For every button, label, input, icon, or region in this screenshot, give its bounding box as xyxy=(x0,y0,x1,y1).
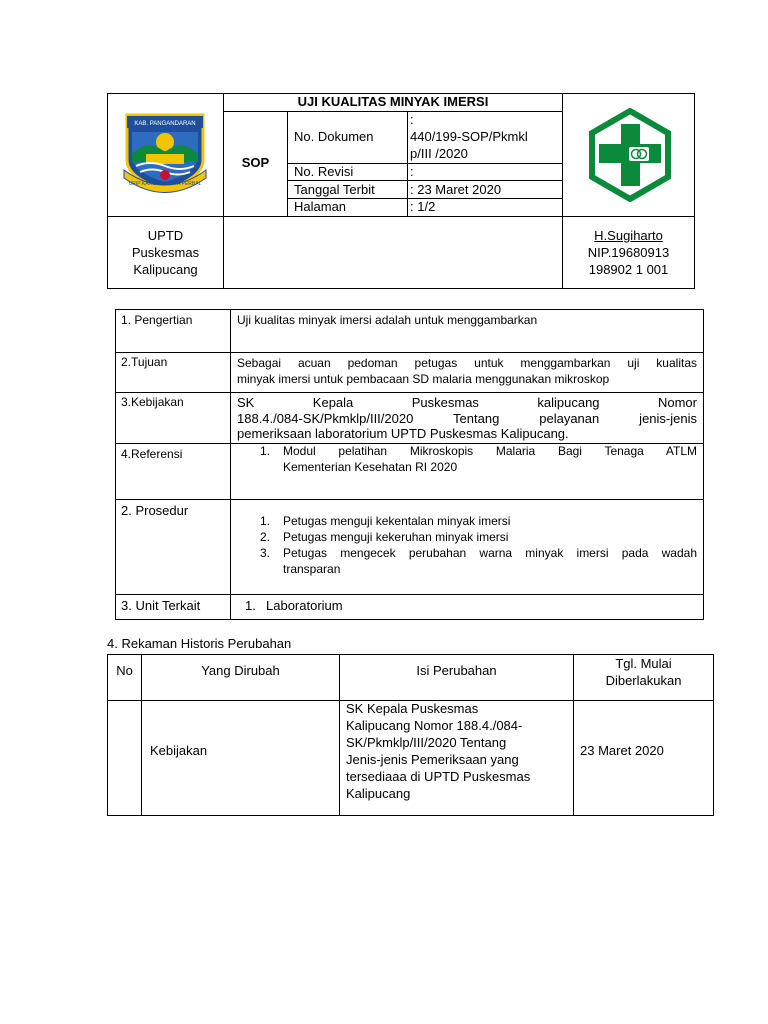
logo-top-text: KAB. PANGANDARAN xyxy=(134,121,196,127)
section-label-tujuan: 2.Tujuan xyxy=(121,355,168,369)
field-label: Halaman xyxy=(294,199,347,214)
section-label-referensi: 4.Referensi xyxy=(121,447,183,461)
border xyxy=(115,392,704,393)
section-label-pengertian: 1. Pengertian xyxy=(121,313,193,327)
prosedur-num: 2. xyxy=(260,530,271,544)
prosedur-num: 1. xyxy=(260,514,271,528)
border xyxy=(107,815,714,816)
field-label: No. Revisi xyxy=(294,164,354,179)
field-value: : 23 Maret 2020 xyxy=(410,182,502,197)
field-value: : xyxy=(410,112,414,127)
referensi-line: Kementerian Kesehatan RI 2020 xyxy=(283,460,458,474)
border xyxy=(115,309,116,620)
sop-label: SOP xyxy=(241,155,270,170)
border xyxy=(407,111,408,217)
column-header-date-line: Tgl. Mulai xyxy=(615,656,672,671)
signer-block xyxy=(563,227,694,278)
tujuan-line: minyak imersi untuk pembacaan SD malaria menggunakan mikroskop xyxy=(237,372,610,386)
signer-nip: NIP.19680913 xyxy=(587,245,670,260)
logo-bottom-text: URIP KARSA WALUYA PERBAL xyxy=(128,181,202,187)
prosedur-step: Petugas menguji kekentalan minyak imersi xyxy=(283,514,511,528)
prosedur-num: 3. xyxy=(260,546,271,560)
row-changed: Kebijakan xyxy=(150,743,208,758)
border xyxy=(230,309,231,620)
signer-nip: 198902 1 001 xyxy=(588,262,669,277)
row-content-line: SK/Pkmklp/III/2020 Tentang xyxy=(346,735,507,750)
prosedur-step: Petugas menguji kekeruhan minyak imersi xyxy=(283,530,509,544)
pengertian-text: Uji kualitas minyak imersi adalah untuk menggambarkan xyxy=(237,313,538,327)
field-value: 440/199-SOP/Pkmkl xyxy=(410,129,528,144)
unit-item: Laboratorium xyxy=(266,598,343,613)
tujuan-line: Sebagai acuan pedoman petugas untuk menggambarkan uji kualitas xyxy=(237,356,697,370)
regency-logo xyxy=(122,112,208,194)
column-header-date xyxy=(574,655,713,689)
field-value: : xyxy=(410,164,414,179)
prosedur-step: Petugas mengecek perubahan warna minyak imersi pada wadah xyxy=(283,546,697,560)
history-heading: 4. Rekaman Historis Perubahan xyxy=(107,636,292,651)
field-label: Tanggal Terbit xyxy=(294,182,375,197)
column-header-date-line: Diberlakukan xyxy=(605,673,682,688)
document-title: UJI KUALITAS MINYAK IMERSI xyxy=(297,94,489,109)
org-line: UPTD xyxy=(147,228,184,243)
field-value: : 1/2 xyxy=(410,199,436,214)
column-header-changed: Yang Dirubah xyxy=(201,663,280,678)
border xyxy=(115,594,704,595)
field-value: p/III /2020 xyxy=(410,146,468,161)
row-content-line: Kalipucang Nomor 188.4./084- xyxy=(346,718,523,733)
border xyxy=(223,93,224,289)
field-label: No. Dokumen xyxy=(294,129,374,144)
border xyxy=(287,111,288,217)
column-header-no: No xyxy=(116,663,133,678)
border xyxy=(115,352,704,353)
row-date: 23 Maret 2020 xyxy=(580,743,664,758)
row-content-line: tersediaaa di UPTD Puskesmas xyxy=(346,769,531,784)
unit-num: 1. xyxy=(245,598,256,613)
border xyxy=(713,654,714,816)
signer-name: H.Sugiharto xyxy=(594,228,663,243)
section-label-unit: 3. Unit Terkait xyxy=(121,598,201,613)
org-line: Puskesmas xyxy=(131,245,200,260)
border xyxy=(694,93,695,289)
row-content-line: SK Kepala Puskesmas xyxy=(346,701,479,716)
kebijakan-line: pemeriksaan laboratorium UPTD Puskesmas Kalipucang. xyxy=(237,426,569,441)
border xyxy=(107,216,695,217)
border xyxy=(223,111,563,112)
column-header-content: Isi Perubahan xyxy=(416,663,497,678)
row-content-line: Jenis-jenis Pemeriksaan yang xyxy=(346,752,519,767)
row-content xyxy=(346,700,530,802)
kebijakan-line: SK Kepala Puskesmas kalipucang Nomor xyxy=(237,395,697,410)
border xyxy=(115,309,704,310)
border xyxy=(107,288,695,289)
prosedur-step: transparan xyxy=(283,562,341,576)
kebijakan-line: 188.4./084-SK/Pkmklp/III/2020 Tentang pelayanan jenis-jenis xyxy=(237,411,697,426)
org-name xyxy=(108,227,223,278)
puskesmas-logo xyxy=(583,108,677,202)
section-label-prosedur: 2. Prosedur xyxy=(121,503,189,518)
border xyxy=(115,619,704,620)
border xyxy=(115,499,704,500)
referensi-line: Modul pelatihan Mikroskopis Malaria Bagi Tenaga ATLM xyxy=(283,444,697,458)
referensi-num: 1. xyxy=(260,444,271,458)
section-label-kebijakan: 3.Kebijakan xyxy=(121,395,184,409)
org-line: Kalipucang xyxy=(133,262,198,277)
border xyxy=(287,180,563,181)
border xyxy=(703,309,704,620)
row-content-line: Kalipucang xyxy=(346,786,411,801)
